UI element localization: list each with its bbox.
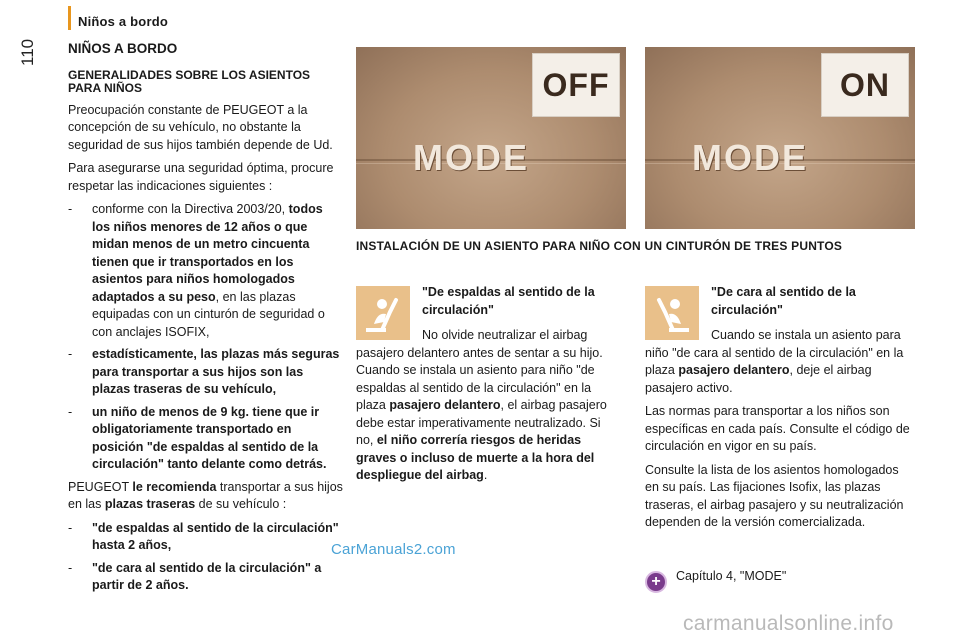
section-accent-bar (68, 6, 71, 30)
left-column (68, 40, 344, 600)
bullet-statistics (68, 346, 344, 399)
bullet-text: , en las plazas equipadas con un cinturón de seguridad o con anclajes ISOFIX, (92, 289, 325, 339)
bullet-dash: - (68, 404, 73, 419)
body-bold: el niño correría riesgos de heridas graves o incluso de muerte a la hora del despliegue del airbag (356, 433, 595, 482)
bullet-bold: un niño de menos de 9 kg. tiene que ir obligatoriamente transportado en posición "de espaldas al sentido de la circulación" tanto delante como detrás. (92, 404, 327, 471)
page-title: NIÑOS A BORDO (68, 41, 178, 56)
body-text: No olvide neutralizar el airbag pasajero delantero antes de sentar a su hijo. Cuando se instala un asiento para niño "de espaldas al sentido de la circulación" en la plaza (356, 328, 603, 412)
bullet-bold: "de cara al sentido de la circulación" a partir de 2 años. (92, 560, 322, 592)
bullet-text: conforme con la Directiva 2003/20, (92, 202, 289, 216)
on-label: ON (821, 53, 909, 117)
off-label: OFF (532, 53, 620, 117)
bullet-dash: - (68, 560, 73, 575)
rec-bold: plazas traseras (104, 497, 196, 511)
intro-paragraph: Preocupación constante de PEUGEOT a la concepción de su vehículo, no obstante la seguridad de sus hijos también depende de Ud. (68, 102, 333, 152)
chapter-reference: Capítulo 4, "MODE" (676, 569, 787, 583)
country-rules-paragraph: Las normas para transportar a los niños son específicas en cada país. Consulte el código de circulación en vigor en su país. (645, 404, 910, 453)
footer-watermark: carmanualsonline.info (683, 612, 894, 635)
bullet-9kg (68, 404, 344, 474)
bullet-directive (68, 201, 344, 341)
plus-icon: + (645, 571, 667, 593)
subtitle: GENERALIDADES SOBRE LOS ASIENTOS PARA NIÑOS (68, 67, 311, 95)
bullet-bold: "de espaldas al sentido de la circulación" hasta 2 años, (92, 520, 339, 552)
bullet-bold: todos los niños menores de 12 años o que midan menos de un metro cincuenta tienen que ir transportados en los asientos para niños homologados adaptados a su peso (92, 202, 323, 304)
forward-facing-title: "De cara al sentido de la circulación" (711, 285, 856, 317)
airbag-off-photo (356, 47, 626, 229)
mode-label: MODE (692, 137, 808, 178)
bullet-rear-facing (68, 520, 344, 555)
bullet-dash: - (68, 520, 73, 535)
rear-facing-section (356, 284, 618, 485)
bullet-dash: - (68, 202, 73, 216)
rec-text: transportar a sus hijos en las (68, 479, 343, 511)
body-bold: pasajero delantero (389, 398, 501, 412)
body-text: Cuando se instala un asiento para niño "de cara al sentido de la circulación" en la plaza (645, 328, 904, 377)
recommendation-paragraph (68, 479, 344, 514)
rear-facing-title: "De espaldas al sentido de la circulación" (422, 285, 595, 317)
rear-facing-seat-icon (356, 286, 410, 340)
safety-paragraph: Para asegurarse una seguridad óptima, procure respetar las indicaciones siguientes : (68, 161, 334, 193)
rec-text: PEUGEOT (68, 479, 133, 494)
body-bold: pasajero delantero (678, 363, 790, 377)
body-text: . (483, 468, 488, 482)
install-heading: INSTALACIÓN DE UN ASIENTO PARA NIÑO CON UN CINTURÓN DE TRES PUNTOS (356, 239, 843, 253)
rec-bold: le recomienda (132, 479, 217, 494)
forward-facing-section (645, 284, 915, 538)
rear-facing-text (356, 327, 618, 485)
bullet-bold: estadísticamente, las plazas más seguras para transportar a sus hijos son las plazas traseras de su vehículo, (92, 347, 340, 396)
forward-facing-seat-icon (645, 286, 699, 340)
rec-text: de su vehículo : (195, 497, 287, 511)
homologated-list-paragraph: Consulte la lista de los asientos homologados en su país. Las fijaciones Isofix, las plazas traseras, el airbag pasajero y su neutralización dependen de la versión comercializada. (645, 462, 904, 529)
site-watermark: CarManuals2.com (331, 541, 456, 558)
bullet-forward-facing (68, 560, 344, 595)
airbag-on-photo (645, 47, 915, 229)
page-number: 110 (18, 38, 37, 66)
section-title: Niños a bordo (78, 14, 168, 29)
body-text: , deje el airbag pasajero activo. (645, 363, 872, 395)
mode-label: MODE (413, 137, 529, 178)
body-text: , el airbag pasajero debe estar imperativamente neutralizado. Si no, (356, 398, 607, 447)
bullet-dash: - (68, 347, 73, 361)
